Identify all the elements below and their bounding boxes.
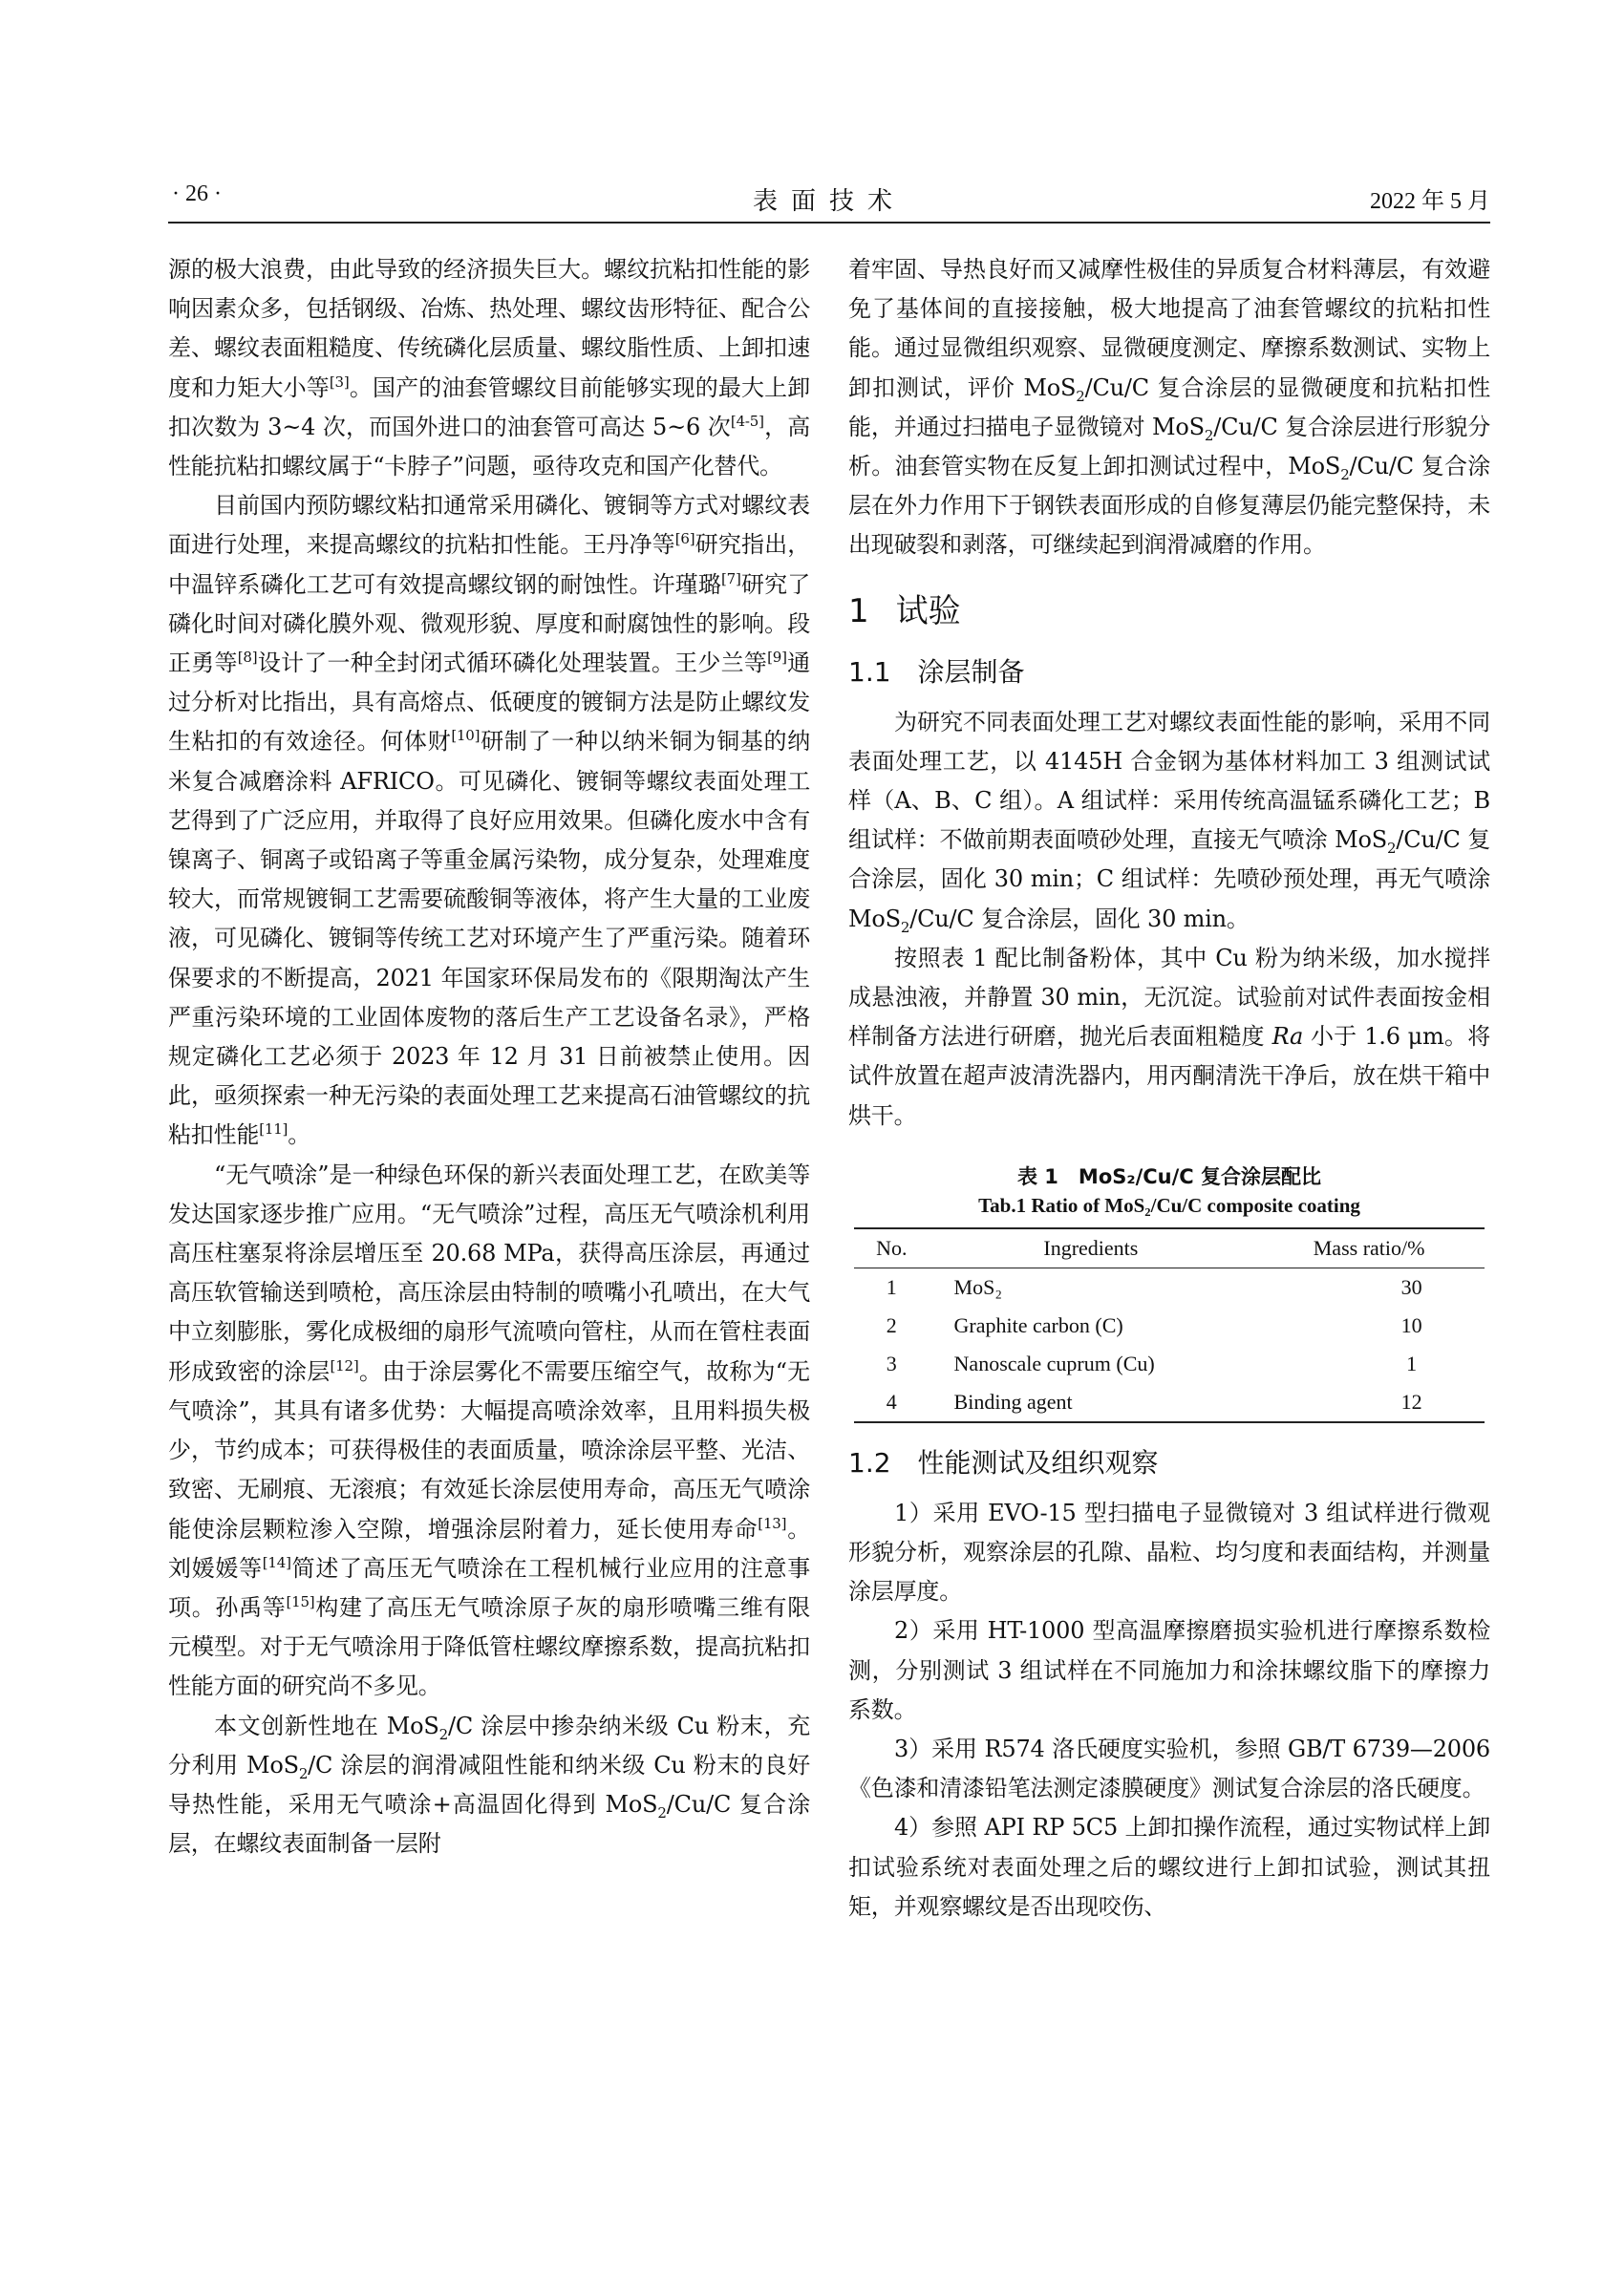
left-column xyxy=(168,250,810,2170)
paragraph: 本文创新性地在 MoS$_2$/C 涂层中掺杂纳米级 Cu 粉末，充分利用 MoS$_2$/C 涂层的润滑减阻性能和纳米级 Cu 粉末的良好导热性能，采用无气喷涂+高温固化得到 MoS$_2$/Cu/C 复合涂层，在螺纹表面制备一层附 xyxy=(168,1712,810,1858)
cell-no: 1 xyxy=(886,1274,897,1299)
cell-no: 2 xyxy=(886,1312,897,1337)
col-header-no: No. xyxy=(854,1228,930,1268)
page-number: · 26 · xyxy=(172,181,222,206)
cell-no: 4 xyxy=(886,1389,897,1414)
paragraph: 为研究不同表面处理工艺对螺纹表面性能的影响，采用不同表面处理工艺，以 4145H 合金钢为基体材料加工 3 组测试试样（A、B、C 组）。A 组试样：采用传统高温锰系磷化工艺；B 组试样：不做前期表面喷砂处理，直接无气喷涂 MoS$_2$/Cu/C 复合涂层，固化 30 min；C 组试样：先喷砂预处理，再无气喷涂 MoS$_2$/Cu/C 复合涂层，固化 30 min。 xyxy=(848,708,1490,936)
paragraph: 目前国内预防螺纹粘扣通常采用磷化、镀铜等方式对螺纹表面进行处理，来提高螺纹的抗粘扣性能。王丹净等[6]研究指出，中温锌系磷化工艺可有效提高螺纹钢的耐蚀性。许瑾璐[7]研究了磷化时间对磷化膜外观、微观形貌、厚度和耐腐蚀性的影响。段正勇等[8]设计了一种全封闭式循环磷化处理装置。王少兰等[9]通过分析对比指出，具有高熔点、低硬度的镀铜方法是防止螺纹发生粘扣的有效途径。何体财[10]研制了一种以纳米铜为铜基的纳米复合减磨涂料 AFRICO。可见磷化、镀铜等螺纹表面处理工艺得到了广泛应用，并取得了良好应用效果。但磷化废水中含有镍离子、铜离子或铅离子等重金属污染物，成分复杂，处理难度较大，而常规镀铜工艺需要硫酸铜等液体，将产生大量的工业废液，可见磷化、镀铜等传统工艺对环境产生了严重污染。随着环保要求的不断提高，2021 年国家环保局发布的《限期淘汰产生严重污染环境的工业固体废物的落后生产工艺设备名录》，严格规定磷化工艺必须于 2023 年 12 月 31 日前被禁止使用。因此，亟须探索一种无污染的表面处理工艺来提高石油管螺纹的抗粘扣性能[11]。 xyxy=(168,492,810,1149)
citation: [3] xyxy=(329,373,350,391)
citation: [11] xyxy=(259,1120,288,1139)
citation: [15] xyxy=(286,1592,315,1610)
subsection-heading: 1.2 性能测试及组织观察 xyxy=(848,1446,1159,1479)
cell-no: 3 xyxy=(886,1351,897,1375)
citation: [14] xyxy=(262,1553,291,1571)
cell-mass: 10 xyxy=(1400,1312,1422,1337)
list-item: 1）采用 EVO-15 型扫描电子显微镜对 3 组试样进行微观形貌分析，观察涂层的孔隙、晶粒、均匀度和表面结构，并测量涂层厚度。 xyxy=(848,1499,1490,1606)
citation: [4-5] xyxy=(730,412,764,430)
citation: [10] xyxy=(451,727,481,745)
cell-ingredient: MoS₂ xyxy=(953,1274,1003,1299)
citation: [13] xyxy=(758,1514,787,1532)
cell-ingredient: Binding agent xyxy=(953,1389,1073,1414)
table-header-row xyxy=(854,1228,1485,1268)
paragraph: 着牢固、导热良好而又减摩性极佳的异质复合材料薄层，有效避免了基体间的直接接触，极大地提高了油套管螺纹的抗粘扣性能。通过显微组织观察、显微硬度测定、摩擦系数测试、实物上卸扣测试，评价 MoS$_2$/Cu/C 复合涂层的显微硬度和抗粘扣性能，并通过扫描电子显微镜对 MoS$_2$/Cu/C 复合涂层进行形貌分析。油套管实物在反复上卸扣测试过程中，MoS$_2$/Cu/C 复合涂层在外力作用下于钢铁表面形成的自修复薄层仍能完整保持，未出现破裂和剥落，可继续起到润滑减磨的作用。 xyxy=(848,256,1490,559)
citation: [8] xyxy=(237,649,258,667)
table-caption-cn: 表 1 MoS₂/Cu/C 复合涂层配比 xyxy=(1017,1164,1321,1188)
cell-mass: 1 xyxy=(1406,1351,1418,1375)
composition-table xyxy=(854,1227,1485,1423)
table-row xyxy=(854,1345,1485,1383)
table-caption-en: Tab.1 Ratio of MoS₂/Cu/C composite coating xyxy=(978,1193,1360,1217)
issue-date: 2022 年 5 月 xyxy=(1370,189,1490,214)
cell-ingredient: Graphite carbon (C) xyxy=(953,1312,1123,1337)
right-column xyxy=(848,250,1490,2170)
cell-mass: 30 xyxy=(1400,1274,1422,1299)
journal-title: 表面技术 xyxy=(752,187,906,215)
cell-ingredient: Nanoscale cuprum (Cu) xyxy=(953,1351,1155,1375)
col-header-ingredients: Ingredients xyxy=(930,1228,1254,1268)
subsection-heading: 1.1 涂层制备 xyxy=(848,655,1025,688)
table-row xyxy=(854,1268,1485,1307)
citation: [9] xyxy=(767,649,787,667)
section-heading: 1 试验 xyxy=(848,591,961,630)
paragraph: 源的极大浪费，由此导致的经济损失巨大。螺纹抗粘扣性能的影响因素众多，包括钢级、冶炼、热处理、螺纹齿形特征、配合公差、螺纹表面粗糙度、传统磷化层质量、螺纹脂性质、上卸扣速度和力矩大小等[3]。国产的油套管螺纹目前能够实现的最大上卸扣次数为 3~4 次，而国外进口的油套管可高达 5~6 次[4-5]，高性能抗粘扣螺纹属于“卡脖子”问题，亟待攻克和国产化替代。 xyxy=(168,256,810,480)
running-header xyxy=(168,181,1490,224)
paragraph: 按照表 1 配比制备粉体，其中 Cu 粉为纳米级，加水搅拌成悬浊液，并静置 30 min，无沉淀。试验前对试件表面按金相样制备方法进行研磨，抛光后表面粗糙度 Ra 小于 1.6 μm。将试件放置在超声波清洗器内，用丙酮清洗干净后，放在烘干箱中烘干。 xyxy=(848,944,1490,1129)
list-item: 2）采用 HT-1000 型高温摩擦磨损实验机进行摩擦系数检测，分别测试 3 组试样在不同施加力和涂抹螺纹脂下的摩擦力系数。 xyxy=(848,1617,1490,1723)
citation: [7] xyxy=(720,569,741,587)
cell-mass: 12 xyxy=(1400,1389,1422,1414)
list-item: 3）采用 R574 洛氏硬度实验机，参照 GB/T 6739—2006《色漆和清漆铅笔法测定漆膜硬度》测试复合涂层的洛氏硬度。 xyxy=(848,1736,1490,1802)
citation: [6] xyxy=(674,530,695,548)
paragraph: “无气喷涂”是一种绿色环保的新兴表面处理工艺，在欧美等发达国家逐步推广应用。“无气喷涂”过程，高压无气喷涂机利用高压柱塞泵将涂层增压至 20.68 MPa，获得高压涂层，再通过高压软管输送到喷枪，高压涂层由特制的喷嘴小孔喷出，在大气中立刻膨胀，雾化成极细的扇形气流喷向管柱，从而在管柱表面形成致密的涂层[12]。由于涂层雾化不需要压缩空气，故称为“无气喷涂”，其具有诸多优势：大幅提高喷涂效率，且用料损失极少，节约成本；可获得极佳的表面质量，喷涂涂层平整、光洁、致密、无刷痕、无滚痕；有效延长涂层使用寿命，高压无气喷涂能使涂层颗粒渗入空隙，增强涂层附着力，延长使用寿命[13]。刘媛媛等[14]简述了高压无气喷涂在工程机械行业应用的注意事项。孙禹等[15]构建了高压无气喷涂原子灰的扇形喷嘴三维有限元模型。对于无气喷涂用于降低管柱螺纹摩擦系数，提高抗粘扣性能方面的研究尚不多见。 xyxy=(168,1161,810,1700)
col-header-mass-ratio: Mass ratio/% xyxy=(1253,1228,1485,1268)
citation: [12] xyxy=(330,1356,359,1374)
list-item: 4）参照 API RP 5C5 上卸扣操作流程，通过实物试样上卸扣试验系统对表面处理之后的螺纹进行上卸扣试验，测试其扭矩，并观察螺纹是否出现咬伤、 xyxy=(848,1814,1490,1920)
table-row xyxy=(854,1307,1485,1345)
table-row xyxy=(854,1383,1485,1422)
